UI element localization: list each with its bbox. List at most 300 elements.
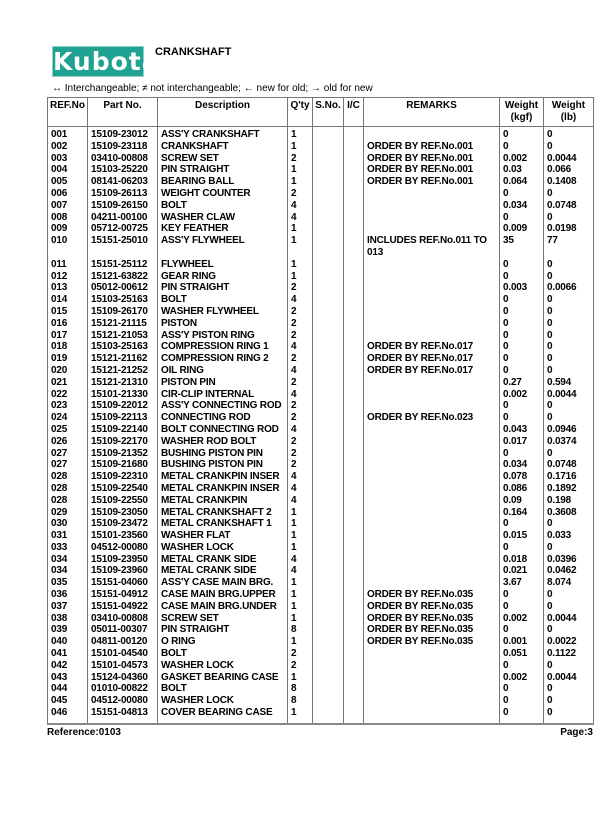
cell-interchange (344, 330, 364, 342)
cell-description: WASHER LOCK (158, 660, 288, 672)
table-row (48, 341, 594, 353)
cell-weight-kgf: 0.021 (500, 565, 544, 577)
cell-weight-lb: 0 (544, 707, 594, 724)
cell-ref-no: 028 (48, 495, 88, 507)
cell-interchange (344, 235, 364, 259)
cell-remarks (364, 672, 500, 684)
cell-interchange (344, 153, 364, 165)
cell-serial-no (313, 318, 344, 330)
cell-part-no: 15101-04540 (88, 648, 158, 660)
cell-ref-no: 039 (48, 624, 88, 636)
cell-quantity: 1 (288, 518, 313, 530)
cell-weight-lb: 0 (544, 318, 594, 330)
cell-interchange (344, 589, 364, 601)
cell-interchange (344, 400, 364, 412)
cell-serial-no (313, 554, 344, 566)
cell-serial-no (313, 176, 344, 188)
cell-remarks (364, 259, 500, 271)
cell-ref-no: 028 (48, 471, 88, 483)
cell-serial-no (313, 200, 344, 212)
cell-weight-lb: 0.1892 (544, 483, 594, 495)
cell-description: CONNECTING ROD (158, 412, 288, 424)
cell-serial-no (313, 448, 344, 460)
cell-interchange (344, 530, 364, 542)
cell-part-no: 15121-63822 (88, 271, 158, 283)
cell-ref-no: 007 (48, 200, 88, 212)
cell-weight-kgf: 0 (500, 271, 544, 283)
cell-description: WASHER FLYWHEEL (158, 306, 288, 318)
cell-part-no: 15121-21310 (88, 377, 158, 389)
cell-part-no: 05011-00307 (88, 624, 158, 636)
cell-part-no: 04512-00080 (88, 695, 158, 707)
table-row (48, 683, 594, 695)
cell-weight-lb: 0.0462 (544, 565, 594, 577)
cell-description: WASHER LOCK (158, 695, 288, 707)
cell-ref-no: 022 (48, 389, 88, 401)
cell-remarks (364, 200, 500, 212)
cell-serial-no (313, 483, 344, 495)
cell-remarks (364, 282, 500, 294)
cell-weight-kgf: 0 (500, 400, 544, 412)
cell-quantity: 1 (288, 589, 313, 601)
cell-part-no: 15151-04912 (88, 589, 158, 601)
cell-ref-no: 034 (48, 554, 88, 566)
cell-interchange (344, 448, 364, 460)
cell-part-no: 04512-00080 (88, 542, 158, 554)
table-row (48, 589, 594, 601)
cell-weight-lb: 0.0044 (544, 153, 594, 165)
cell-interchange (344, 365, 364, 377)
cell-part-no: 15109-23472 (88, 518, 158, 530)
cell-serial-no (313, 127, 344, 141)
cell-remarks (364, 188, 500, 200)
table-row (48, 601, 594, 613)
cell-weight-lb: 0.3608 (544, 507, 594, 519)
table-row (48, 377, 594, 389)
table-row (48, 695, 594, 707)
cell-quantity: 4 (288, 554, 313, 566)
cell-interchange (344, 127, 364, 141)
cell-interchange (344, 707, 364, 724)
cell-weight-kgf: 0 (500, 601, 544, 613)
cell-serial-no (313, 471, 344, 483)
cell-description: PISTON (158, 318, 288, 330)
cell-remarks (364, 318, 500, 330)
cell-quantity: 2 (288, 459, 313, 471)
cell-interchange (344, 212, 364, 224)
cell-weight-lb: 0 (544, 400, 594, 412)
cell-description: ASS'Y FLYWHEEL (158, 235, 288, 259)
cell-weight-kgf: 0.009 (500, 223, 544, 235)
cell-weight-kgf: 0.03 (500, 164, 544, 176)
cell-serial-no (313, 341, 344, 353)
cell-description: KEY FEATHER (158, 223, 288, 235)
cell-quantity: 1 (288, 141, 313, 153)
cell-quantity: 1 (288, 577, 313, 589)
table-row (48, 624, 594, 636)
page-footer (47, 727, 593, 739)
cell-description: WASHER ROD BOLT (158, 436, 288, 448)
cell-serial-no (313, 223, 344, 235)
cell-remarks: ORDER BY REF.No.035 (364, 613, 500, 625)
cell-weight-lb: 0 (544, 365, 594, 377)
cell-ref-no: 002 (48, 141, 88, 153)
cell-part-no: 15109-23960 (88, 565, 158, 577)
cell-ref-no: 017 (48, 330, 88, 342)
cell-quantity: 2 (288, 660, 313, 672)
cell-ref-no: 043 (48, 672, 88, 684)
table-body (48, 127, 594, 724)
cell-interchange (344, 695, 364, 707)
cell-interchange (344, 412, 364, 424)
cell-ref-no: 019 (48, 353, 88, 365)
cell-interchange (344, 282, 364, 294)
cell-quantity: 2 (288, 153, 313, 165)
cell-serial-no (313, 577, 344, 589)
cell-quantity: 8 (288, 695, 313, 707)
cell-part-no: 15121-21115 (88, 318, 158, 330)
table-row (48, 542, 594, 554)
cell-ref-no: 040 (48, 636, 88, 648)
parts-list (47, 97, 593, 739)
cell-ref-no: 036 (48, 589, 88, 601)
cell-quantity: 4 (288, 389, 313, 401)
cell-description: BEARING BALL (158, 176, 288, 188)
cell-remarks (364, 127, 500, 141)
cell-part-no: 15151-04813 (88, 707, 158, 724)
cell-description: COVER BEARING CASE (158, 707, 288, 724)
cell-remarks: INCLUDES REF.No.011 TO 013 (364, 235, 500, 259)
cell-serial-no (313, 330, 344, 342)
cell-remarks (364, 695, 500, 707)
cell-weight-lb: 0 (544, 259, 594, 271)
cell-weight-kgf: 0.064 (500, 176, 544, 188)
cell-weight-kgf: 0.018 (500, 554, 544, 566)
column-header-ref-no: REF.No (48, 98, 88, 127)
cell-quantity: 1 (288, 530, 313, 542)
cell-weight-lb: 0.1408 (544, 176, 594, 188)
cell-serial-no (313, 459, 344, 471)
cell-serial-no (313, 707, 344, 724)
table-row (48, 318, 594, 330)
cell-weight-kgf: 0 (500, 330, 544, 342)
cell-part-no: 15121-21162 (88, 353, 158, 365)
cell-quantity: 2 (288, 330, 313, 342)
cell-remarks (364, 565, 500, 577)
cell-part-no: 15109-26113 (88, 188, 158, 200)
interchangeability-legend: ↔ Interchangeable; ≠ not interchangeable; ← new for old; → old for new (52, 83, 373, 94)
table-row (48, 282, 594, 294)
cell-weight-lb: 0 (544, 412, 594, 424)
cell-weight-lb: 0 (544, 212, 594, 224)
table-row (48, 400, 594, 412)
cell-weight-lb: 0 (544, 294, 594, 306)
cell-remarks (364, 518, 500, 530)
cell-weight-kgf: 3.67 (500, 577, 544, 589)
cell-interchange (344, 660, 364, 672)
column-header-description: Description (158, 98, 288, 127)
cell-interchange (344, 565, 364, 577)
cell-part-no: 05712-00725 (88, 223, 158, 235)
cell-part-no: 15151-04060 (88, 577, 158, 589)
cell-remarks (364, 542, 500, 554)
cell-interchange (344, 341, 364, 353)
cell-ref-no: 004 (48, 164, 88, 176)
cell-part-no: 15151-04922 (88, 601, 158, 613)
table-row (48, 495, 594, 507)
cell-ref-no: 035 (48, 577, 88, 589)
cell-part-no: 15109-22550 (88, 495, 158, 507)
cell-serial-no (313, 294, 344, 306)
table-row (48, 259, 594, 271)
cell-quantity: 4 (288, 471, 313, 483)
cell-weight-kgf: 0 (500, 141, 544, 153)
cell-remarks: ORDER BY REF.No.001 (364, 164, 500, 176)
cell-ref-no: 027 (48, 459, 88, 471)
cell-remarks (364, 306, 500, 318)
cell-ref-no: 033 (48, 542, 88, 554)
cell-description: BOLT (158, 648, 288, 660)
table-row (48, 412, 594, 424)
reference-label: Reference:0103 (47, 726, 121, 738)
cell-part-no: 15109-22170 (88, 436, 158, 448)
cell-weight-lb: 0.0044 (544, 672, 594, 684)
cell-description: WEIGHT COUNTER (158, 188, 288, 200)
cell-remarks (364, 424, 500, 436)
cell-interchange (344, 377, 364, 389)
cell-weight-lb: 0 (544, 127, 594, 141)
cell-serial-no (313, 565, 344, 577)
cell-description: WASHER FLAT (158, 530, 288, 542)
cell-part-no: 03410-00808 (88, 613, 158, 625)
cell-description: BUSHING PISTON PIN (158, 459, 288, 471)
cell-weight-kgf: 0 (500, 318, 544, 330)
cell-description: METAL CRANKPIN INSER (158, 483, 288, 495)
table-row (48, 141, 594, 153)
cell-ref-no: 018 (48, 341, 88, 353)
table-row (48, 365, 594, 377)
cell-ref-no: 006 (48, 188, 88, 200)
cell-weight-lb: 0 (544, 518, 594, 530)
cell-weight-kgf: 0.043 (500, 424, 544, 436)
cell-description: METAL CRANK SIDE (158, 554, 288, 566)
table-row (48, 471, 594, 483)
cell-weight-lb: 0 (544, 353, 594, 365)
cell-quantity: 4 (288, 365, 313, 377)
cell-weight-kgf: 0 (500, 589, 544, 601)
cell-weight-kgf: 0.015 (500, 530, 544, 542)
cell-part-no: 15101-21330 (88, 389, 158, 401)
cell-description: METAL CRANKPIN (158, 495, 288, 507)
cell-interchange (344, 223, 364, 235)
cell-weight-lb: 0.0396 (544, 554, 594, 566)
cell-serial-no (313, 636, 344, 648)
cell-description: GASKET BEARING CASE (158, 672, 288, 684)
cell-part-no: 15109-22540 (88, 483, 158, 495)
cell-interchange (344, 554, 364, 566)
cell-interchange (344, 648, 364, 660)
cell-weight-lb: 0 (544, 141, 594, 153)
table-row (48, 212, 594, 224)
cell-ref-no: 015 (48, 306, 88, 318)
cell-quantity: 2 (288, 648, 313, 660)
cell-serial-no (313, 518, 344, 530)
cell-ref-no: 010 (48, 235, 88, 259)
cell-ref-no: 011 (48, 259, 88, 271)
cell-description: PIN STRAIGHT (158, 164, 288, 176)
cell-remarks: ORDER BY REF.No.001 (364, 176, 500, 188)
cell-weight-kgf: 0.034 (500, 200, 544, 212)
cell-weight-kgf: 0 (500, 683, 544, 695)
table-row (48, 554, 594, 566)
cell-ref-no: 026 (48, 436, 88, 448)
cell-weight-kgf: 0.27 (500, 377, 544, 389)
table-row (48, 330, 594, 342)
cell-remarks: ORDER BY REF.No.001 (364, 153, 500, 165)
cell-serial-no (313, 412, 344, 424)
cell-serial-no (313, 613, 344, 625)
cell-weight-lb: 0.066 (544, 164, 594, 176)
cell-quantity: 1 (288, 507, 313, 519)
cell-quantity: 2 (288, 377, 313, 389)
cell-quantity: 1 (288, 164, 313, 176)
cell-remarks (364, 377, 500, 389)
cell-weight-kgf: 0.002 (500, 672, 544, 684)
cell-weight-kgf: 0 (500, 353, 544, 365)
cell-weight-lb: 0 (544, 341, 594, 353)
cell-ref-no: 042 (48, 660, 88, 672)
cell-remarks (364, 707, 500, 724)
column-header-weight-lb: Weight (lb) (544, 98, 594, 127)
cell-remarks (364, 223, 500, 235)
cell-part-no: 15124-04360 (88, 672, 158, 684)
column-header-interchange: I/C (344, 98, 364, 127)
cell-interchange (344, 424, 364, 436)
cell-remarks: ORDER BY REF.No.017 (364, 353, 500, 365)
cell-description: BOLT CONNECTING ROD (158, 424, 288, 436)
cell-ref-no: 030 (48, 518, 88, 530)
cell-description: BOLT (158, 200, 288, 212)
cell-ref-no: 037 (48, 601, 88, 613)
cell-weight-lb: 0.0044 (544, 389, 594, 401)
cell-remarks (364, 495, 500, 507)
cell-remarks: ORDER BY REF.No.035 (364, 601, 500, 613)
table-row (48, 459, 594, 471)
cell-part-no: 05012-00612 (88, 282, 158, 294)
cell-quantity: 1 (288, 235, 313, 259)
table-row (48, 660, 594, 672)
parts-table (47, 97, 594, 725)
cell-quantity: 4 (288, 200, 313, 212)
cell-remarks: ORDER BY REF.No.017 (364, 365, 500, 377)
cell-interchange (344, 495, 364, 507)
cell-weight-lb: 0.0748 (544, 459, 594, 471)
cell-part-no: 15109-22310 (88, 471, 158, 483)
cell-part-no: 15109-21680 (88, 459, 158, 471)
table-row (48, 200, 594, 212)
cell-part-no: 15109-21352 (88, 448, 158, 460)
cell-ref-no: 001 (48, 127, 88, 141)
cell-weight-kgf: 0 (500, 341, 544, 353)
cell-serial-no (313, 660, 344, 672)
cell-weight-lb: 0 (544, 601, 594, 613)
table-row (48, 294, 594, 306)
cell-part-no: 15121-21252 (88, 365, 158, 377)
table-row (48, 153, 594, 165)
cell-description: OIL RING (158, 365, 288, 377)
cell-serial-no (313, 683, 344, 695)
cell-ref-no: 046 (48, 707, 88, 724)
cell-quantity: 2 (288, 188, 313, 200)
table-row (48, 636, 594, 648)
table-header-row (48, 98, 594, 127)
table-row (48, 448, 594, 460)
cell-weight-lb: 0 (544, 448, 594, 460)
cell-ref-no: 021 (48, 377, 88, 389)
cell-serial-no (313, 353, 344, 365)
cell-weight-kgf: 0 (500, 365, 544, 377)
cell-remarks (364, 436, 500, 448)
cell-weight-lb: 0 (544, 542, 594, 554)
cell-part-no: 15151-25010 (88, 235, 158, 259)
cell-interchange (344, 636, 364, 648)
table-row (48, 176, 594, 188)
cell-description: ASS'Y CASE MAIN BRG. (158, 577, 288, 589)
cell-description: CIR-CLIP INTERNAL (158, 389, 288, 401)
cell-weight-kgf: 0 (500, 259, 544, 271)
cell-description: METAL CRANKSHAFT 1 (158, 518, 288, 530)
cell-remarks (364, 212, 500, 224)
cell-interchange (344, 353, 364, 365)
cell-remarks: ORDER BY REF.No.035 (364, 589, 500, 601)
cell-quantity: 1 (288, 542, 313, 554)
cell-quantity: 1 (288, 601, 313, 613)
cell-weight-kgf: 0.034 (500, 459, 544, 471)
cell-part-no: 15109-22113 (88, 412, 158, 424)
table-row (48, 164, 594, 176)
cell-serial-no (313, 141, 344, 153)
cell-quantity: 1 (288, 176, 313, 188)
cell-description: BOLT (158, 294, 288, 306)
cell-remarks (364, 389, 500, 401)
cell-serial-no (313, 306, 344, 318)
cell-weight-kgf: 0.078 (500, 471, 544, 483)
cell-description: PISTON PIN (158, 377, 288, 389)
cell-remarks (364, 400, 500, 412)
cell-remarks (364, 507, 500, 519)
cell-quantity: 8 (288, 683, 313, 695)
table-row (48, 672, 594, 684)
cell-remarks: ORDER BY REF.No.001 (364, 141, 500, 153)
cell-description: GEAR RING (158, 271, 288, 283)
cell-part-no: 15109-26150 (88, 200, 158, 212)
cell-interchange (344, 141, 364, 153)
cell-weight-lb: 0.0748 (544, 200, 594, 212)
cell-serial-no (313, 530, 344, 542)
table-row (48, 648, 594, 660)
cell-weight-kgf: 0.002 (500, 613, 544, 625)
cell-description: FLYWHEEL (158, 259, 288, 271)
cell-part-no: 04811-00120 (88, 636, 158, 648)
cell-weight-kgf: 0.003 (500, 282, 544, 294)
cell-interchange (344, 164, 364, 176)
cell-quantity: 2 (288, 318, 313, 330)
column-header-serial-no: S.No. (313, 98, 344, 127)
cell-interchange (344, 259, 364, 271)
cell-weight-lb: 0.0022 (544, 636, 594, 648)
cell-interchange (344, 389, 364, 401)
cell-weight-kgf: 0 (500, 294, 544, 306)
